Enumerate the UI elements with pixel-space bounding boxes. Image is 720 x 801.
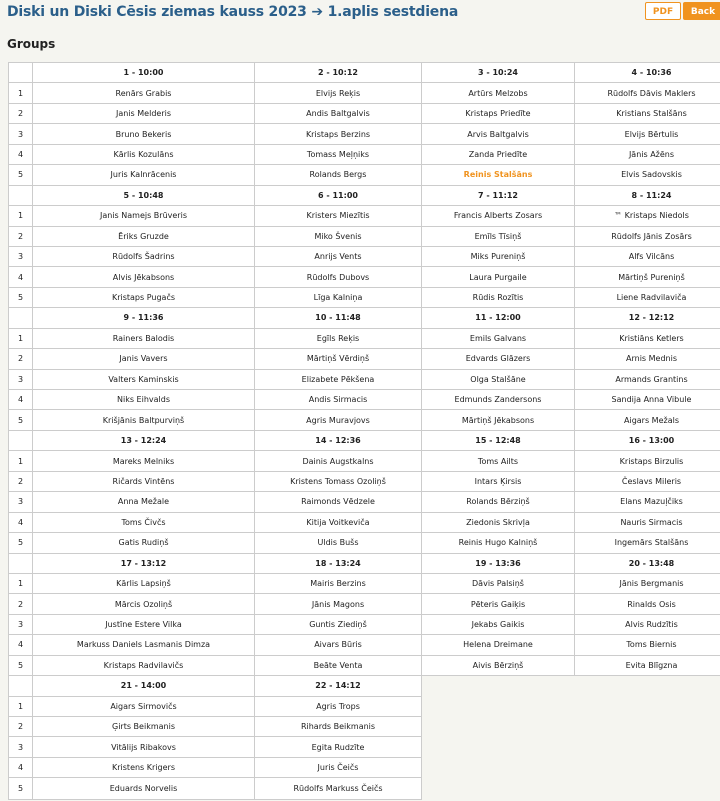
row-number: 2 (9, 717, 33, 737)
groups-heading: Groups (7, 37, 56, 51)
table-row (9, 206, 720, 226)
row-number: 4 (9, 390, 33, 410)
row-number: 4 (9, 267, 33, 287)
player-name: Jānis Ažēns (575, 144, 720, 164)
player-name: Renārs Grabis (33, 83, 255, 103)
player-name: Sandija Anna Vibule (575, 390, 720, 410)
group-title: 16 - 13:00 (575, 430, 720, 450)
row-number: 4 (9, 757, 33, 777)
row-number: 1 (9, 206, 33, 226)
player-name: Gatis Rudiņš (33, 533, 255, 553)
row-number: 4 (9, 144, 33, 164)
group-title: 3 - 10:24 (422, 63, 575, 83)
row-number: 5 (9, 165, 33, 185)
player-name: Krišjānis Baltpurviņš (33, 410, 255, 430)
player-name: Janis Namejs Brūveris (33, 206, 255, 226)
index-header-cell (9, 63, 33, 83)
table-row (9, 614, 720, 634)
table-row (9, 165, 720, 185)
table-row (9, 226, 720, 246)
table-row (9, 390, 720, 410)
row-number: 2 (9, 594, 33, 614)
player-name: Bruno Bekeris (33, 124, 255, 144)
group-title: 22 - 14:12 (255, 676, 422, 696)
player-name: Jekabs Gaikis (422, 614, 575, 634)
player-name: Elvijs Bērtulis (575, 124, 720, 144)
group-header-row (9, 63, 720, 83)
group-header-row (9, 308, 720, 328)
player-name: Tomass Meļņiks (255, 144, 422, 164)
player-name: Anrijs Vents (255, 246, 422, 266)
player-name: Justīne Estere Vilka (33, 614, 255, 634)
player-name: Aivars Būris (255, 635, 422, 655)
row-number: 4 (9, 512, 33, 532)
player-name: Evita Blīgzna (575, 655, 720, 675)
row-number: 2 (9, 471, 33, 491)
group-title: 8 - 11:24 (575, 185, 720, 205)
player-name: Egīls Reķis (255, 328, 422, 348)
player-name: Mairis Berzins (255, 573, 422, 593)
player-name: Ģirts Beikmanis (33, 717, 255, 737)
player-name: Aigars Sirmovičs (33, 696, 255, 716)
table-row (9, 471, 720, 491)
group-title: 13 - 12:24 (33, 430, 255, 450)
row-number: 1 (9, 573, 33, 593)
group-title: 4 - 10:36 (575, 63, 720, 83)
player-name: Francis Alberts Zosars (422, 206, 575, 226)
player-name: Emīls Tīsiņš (422, 226, 575, 246)
player-name: Andis Baltgalvis (255, 103, 422, 123)
player-name: Jānis Bergmanis (575, 573, 720, 593)
group-title: 6 - 11:00 (255, 185, 422, 205)
player-name: Mareks Melniks (33, 451, 255, 471)
player-name: Ingemārs Stalšāns (575, 533, 720, 553)
player-name: Mārtiņš Vērdiņš (255, 349, 422, 369)
group-title: 5 - 10:48 (33, 185, 255, 205)
index-header-cell (9, 185, 33, 205)
table-row (9, 451, 720, 471)
player-name: Kārlis Lapsiņš (33, 573, 255, 593)
table-row (9, 533, 720, 553)
player-name: Miks Pureniņš (422, 246, 575, 266)
player-name: Ēriks Gruzde (33, 226, 255, 246)
empty-cell (575, 778, 720, 800)
empty-cell (422, 778, 575, 800)
group-title: 20 - 13:48 (575, 553, 720, 573)
player-name: Rūdis Rozītis (422, 287, 575, 307)
group-title: 9 - 11:36 (33, 308, 255, 328)
group-title: 14 - 12:36 (255, 430, 422, 450)
player-name: Pēteris Gaiķis (422, 594, 575, 614)
player-name: Alfs Vilcāns (575, 246, 720, 266)
table-row (9, 246, 720, 266)
player-name: Arvis Baltgalvis (422, 124, 575, 144)
empty-cell (422, 696, 575, 716)
player-name: Laura Purgaile (422, 267, 575, 287)
player-name: Zanda Priedīte (422, 144, 575, 164)
row-number: 1 (9, 696, 33, 716)
table-row (9, 778, 720, 800)
player-name: Aivis Bērziņš (422, 655, 575, 675)
player-name: Juris Kalnrācenis (33, 165, 255, 185)
pdf-button[interactable]: PDF (645, 2, 681, 20)
player-name: Miko Švenis (255, 226, 422, 246)
player-name: Kristaps Birzulis (575, 451, 720, 471)
table-row (9, 369, 720, 389)
group-header-row (9, 185, 720, 205)
player-name-highlighted: Reinis Stalšāns (422, 165, 575, 185)
player-name: Reinis Hugo Kalniņš (422, 533, 575, 553)
player-name: Uldis Bušs (255, 533, 422, 553)
page-header (7, 2, 720, 24)
page-title: Diski un Diski Cēsis ziemas kauss 2023 ➔ 1.aplis sestdiena (7, 4, 459, 20)
player-name: Nauris Sirmacis (575, 512, 720, 532)
player-name: Rolands Bergs (255, 165, 422, 185)
table-row (9, 655, 720, 675)
player-name: Kristians Stalšāns (575, 103, 720, 123)
player-name: Toms Čivčs (33, 512, 255, 532)
group-title: 21 - 14:00 (33, 676, 255, 696)
player-name: Valters Kaminskis (33, 369, 255, 389)
table-row (9, 757, 720, 777)
player-name: Rainers Balodis (33, 328, 255, 348)
group-title: 1 - 10:00 (33, 63, 255, 83)
player-name: Kristaps Berzins (255, 124, 422, 144)
player-name: Janis Melderis (33, 103, 255, 123)
player-name: Elans Mazuļčiks (575, 492, 720, 512)
groups-table (8, 62, 720, 800)
group-title: 17 - 13:12 (33, 553, 255, 573)
player-name: Vitālijs Ribakovs (33, 737, 255, 757)
table-row (9, 492, 720, 512)
player-name: Rūdolfs Dāvis Maklers (575, 83, 720, 103)
table-row (9, 594, 720, 614)
player-name: Dainis Augstkalns (255, 451, 422, 471)
player-name: Edvards Glāzers (422, 349, 575, 369)
player-name: Anna Mežale (33, 492, 255, 512)
player-name: Dāvis Palsiņš (422, 573, 575, 593)
table-row (9, 635, 720, 655)
table-row (9, 717, 720, 737)
empty-cell (422, 676, 575, 696)
player-name: Egita Rudzīte (255, 737, 422, 757)
player-name: Andis Sirmacis (255, 390, 422, 410)
player-name: Janis Vavers (33, 349, 255, 369)
player-name: Guntis Ziediņš (255, 614, 422, 634)
table-row (9, 410, 720, 430)
empty-cell (575, 737, 720, 757)
index-header-cell (9, 308, 33, 328)
empty-cell (575, 757, 720, 777)
player-name: Toms Biernis (575, 635, 720, 655)
player-name: Olga Stalšāne (422, 369, 575, 389)
row-number: 2 (9, 349, 33, 369)
table-row (9, 83, 720, 103)
group-title: 11 - 12:00 (422, 308, 575, 328)
player-name: Elizabete Pēkšena (255, 369, 422, 389)
player-name: Kristens Krigers (33, 757, 255, 777)
player-name: Intars Ķirsis (422, 471, 575, 491)
table-row (9, 696, 720, 716)
player-name: Markuss Daniels Lasmanis Dimza (33, 635, 255, 655)
player-name: ™ Kristaps Niedols (575, 206, 720, 226)
empty-cell (422, 737, 575, 757)
table-row (9, 512, 720, 532)
player-name: Alvis Rudzītis (575, 614, 720, 634)
player-name: Rolands Bērziņš (422, 492, 575, 512)
group-title: 7 - 11:12 (422, 185, 575, 205)
player-name: Agris Muravjovs (255, 410, 422, 430)
row-number: 5 (9, 410, 33, 430)
table-row (9, 349, 720, 369)
player-name: Agris Trops (255, 696, 422, 716)
player-name: Beāte Venta (255, 655, 422, 675)
player-name: Toms Ailts (422, 451, 575, 471)
index-header-cell (9, 553, 33, 573)
player-name: Jānis Magons (255, 594, 422, 614)
table-row (9, 103, 720, 123)
player-name: Eduards Norvelis (33, 778, 255, 800)
group-header-row (9, 676, 720, 696)
row-number: 3 (9, 492, 33, 512)
row-number: 5 (9, 778, 33, 800)
row-number: 3 (9, 614, 33, 634)
empty-cell (422, 717, 575, 737)
row-number: 5 (9, 655, 33, 675)
row-number: 2 (9, 103, 33, 123)
player-name: Helena Dreimane (422, 635, 575, 655)
row-number: 4 (9, 635, 33, 655)
group-title: 2 - 10:12 (255, 63, 422, 83)
group-title: 19 - 13:36 (422, 553, 575, 573)
player-name: Artūrs Melzobs (422, 83, 575, 103)
player-name: Elvis Sadovskis (575, 165, 720, 185)
player-name: Līga Kalniņa (255, 287, 422, 307)
player-name: Juris Čeičs (255, 757, 422, 777)
row-number: 2 (9, 226, 33, 246)
back-button[interactable]: Back (683, 2, 720, 20)
player-name: Kristaps Radvilavičs (33, 655, 255, 675)
index-header-cell (9, 676, 33, 696)
player-name: Kristaps Pugačs (33, 287, 255, 307)
row-number: 1 (9, 328, 33, 348)
group-header-row (9, 553, 720, 573)
index-header-cell (9, 430, 33, 450)
player-name: Kristens Tomass Ozoliņš (255, 471, 422, 491)
row-number: 1 (9, 451, 33, 471)
player-name: Kristers Miezītis (255, 206, 422, 226)
table-row (9, 573, 720, 593)
player-name: Kristaps Priedīte (422, 103, 575, 123)
player-name: Rinalds Osis (575, 594, 720, 614)
player-name: Rihards Beikmanis (255, 717, 422, 737)
player-name: Rūdolfs Markuss Čeičs (255, 778, 422, 800)
player-name: Ričards Vintēns (33, 471, 255, 491)
player-name: Mārcis Ozoliņš (33, 594, 255, 614)
player-name: Rūdolfs Dubovs (255, 267, 422, 287)
player-name: Alvis Jēkabsons (33, 267, 255, 287)
player-name: Česlavs Mileris (575, 471, 720, 491)
row-number: 5 (9, 287, 33, 307)
table-row (9, 267, 720, 287)
player-name: Mārtiņš Pureniņš (575, 267, 720, 287)
row-number: 5 (9, 533, 33, 553)
player-name: Raimonds Vēdzele (255, 492, 422, 512)
player-name: Rūdolfs Jānis Zosārs (575, 226, 720, 246)
empty-cell (575, 717, 720, 737)
player-name: Aigars Mežals (575, 410, 720, 430)
player-name: Elvijs Reķis (255, 83, 422, 103)
player-name: Arnis Mednis (575, 349, 720, 369)
player-name: Rūdolfs Šadrins (33, 246, 255, 266)
player-name: Niks Eihvalds (33, 390, 255, 410)
table-row (9, 737, 720, 757)
empty-cell (422, 757, 575, 777)
table-row (9, 124, 720, 144)
empty-cell (575, 696, 720, 716)
player-name: Kristiāns Ketlers (575, 328, 720, 348)
player-name: Kitija Voitkeviča (255, 512, 422, 532)
row-number: 3 (9, 246, 33, 266)
player-name: Ziedonis Skrivļa (422, 512, 575, 532)
group-title: 10 - 11:48 (255, 308, 422, 328)
group-title: 15 - 12:48 (422, 430, 575, 450)
player-name: Liene Radvilaviča (575, 287, 720, 307)
table-row (9, 144, 720, 164)
player-name: Mārtiņš Jēkabsons (422, 410, 575, 430)
player-name: Armands Grantins (575, 369, 720, 389)
player-name: Edmunds Zandersons (422, 390, 575, 410)
row-number: 1 (9, 83, 33, 103)
empty-cell (575, 676, 720, 696)
group-title: 12 - 12:12 (575, 308, 720, 328)
table-row (9, 287, 720, 307)
player-name: Kārlis Kozulāns (33, 144, 255, 164)
table-row (9, 328, 720, 348)
row-number: 3 (9, 369, 33, 389)
group-title: 18 - 13:24 (255, 553, 422, 573)
group-header-row (9, 430, 720, 450)
row-number: 3 (9, 124, 33, 144)
player-name: Emils Galvans (422, 328, 575, 348)
row-number: 3 (9, 737, 33, 757)
